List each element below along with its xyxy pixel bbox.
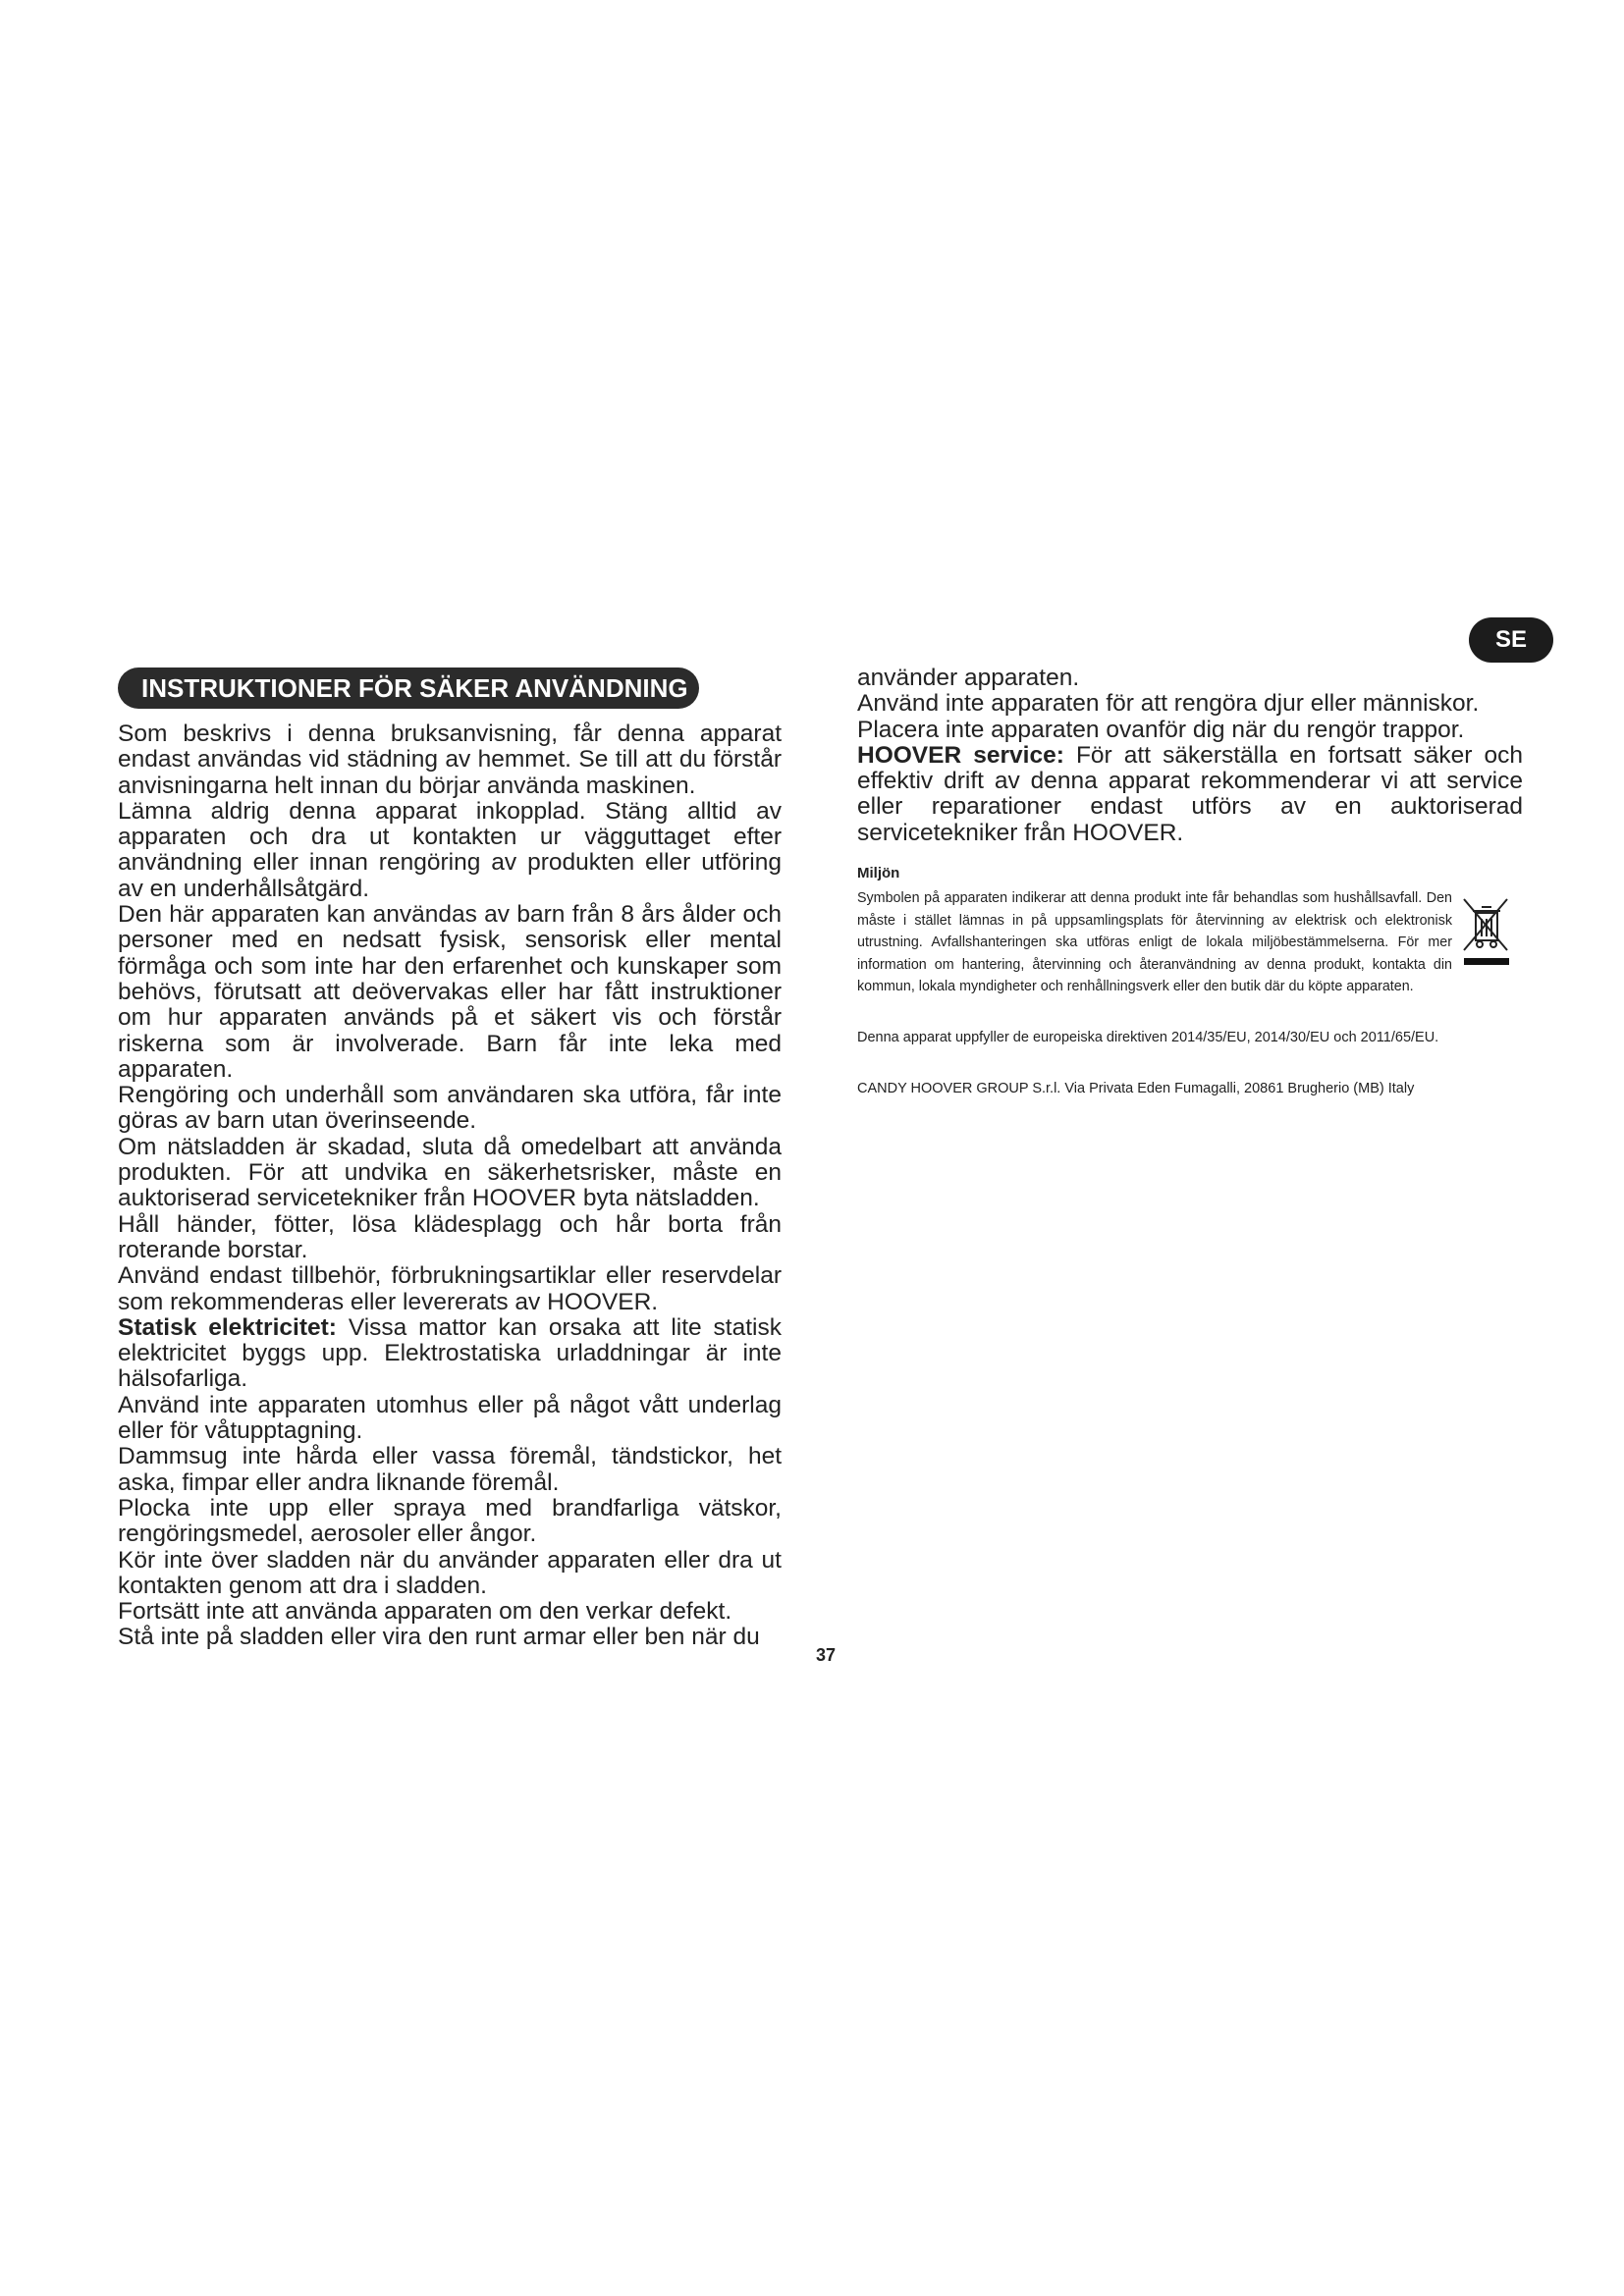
- paragraph-defect: Fortsätt inte att använda apparaten om den verkar defekt.: [118, 1598, 732, 1626]
- section-title: INSTRUKTIONER FÖR SÄKER ANVÄNDNING: [118, 667, 699, 709]
- paragraph-animals: Använd inte apparaten för att rengöra djur eller människor.: [857, 690, 1480, 718]
- paragraph-flammable: Plocka inte upp eller spraya med brandfarliga vätskor, rengöringsmedel, aerosoler eller ångor.: [118, 1494, 782, 1548]
- paragraph-damaged-cord: Om nätsladden är skadad, sluta då omedelbart att använda produkten. För att undvika en säkerhetsrisker, måste en auktoriserad servicetekniker från HOOVER byta nätsladden.: [118, 1133, 782, 1212]
- paragraph-intended-use: Som beskrivs i denna bruksanvisning, får denna apparat endast användas vid städning av hemmet. Se till att du förstår anvisningarna helt innan du börjar använda maskinen.: [118, 721, 782, 799]
- paragraph-stand-on-cord: Stå inte på sladden eller vira den runt armar eller ben när du: [118, 1624, 760, 1651]
- paragraph-brushes: Håll händer, fötter, lösa klädesplagg och hår borta från roterande borstar.: [118, 1210, 782, 1263]
- service-text: För att säkerställa en fortsatt säker och effektiv drift av denna apparat rekommenderar vi att service eller reparationer endast utförs av en auktoriserad servicetekniker från HOOVER.: [857, 741, 1524, 846]
- paragraph-static-electricity: [118, 1315, 782, 1393]
- paragraph-children: Den här apparaten kan användas av barn från 8 års ålder och personer med en nedsatt fysisk, sensorisk eller mental förmåga och som inte har den erfarenhet och kunskaper som behövs, förutsatt att deövervakas eller har fått instruktioner om hur apparaten används på et säkert vis och förstår riskerna som är involverade. Barn får inte leka med apparaten.: [118, 901, 782, 1083]
- page-number: 37: [815, 1645, 837, 1665]
- left-column: [118, 721, 782, 1651]
- crossed-out-wheelie-bin-icon: [1460, 891, 1511, 980]
- environment-title: Miljön: [857, 865, 900, 882]
- paragraph-outdoor: Använd inte apparaten utomhus eller på något vått underlag eller för våtupptagning.: [118, 1391, 782, 1445]
- paragraph-hard-objects: Dammsug inte hårda eller vassa föremål, tändstickor, het aska, fimpar eller andra liknande föremål.: [118, 1443, 782, 1496]
- paragraph-unplug: Lämna aldrig denna apparat inkopplad. Stäng alltid av apparaten och dra ut kontakten ur vägguttaget efter användning eller innan rengöring av produkten eller utföring av en underhållsåtgärd.: [118, 797, 782, 902]
- right-column: [857, 666, 1523, 1098]
- environment-block: [857, 887, 1523, 998]
- paragraph-cleaning-children: Rengöring och underhåll som användaren ska utföra, får inte göras av barn utan överinseende.: [118, 1082, 782, 1135]
- paragraph-hoover-service: [857, 743, 1523, 846]
- paragraph-accessories: Använd endast tillbehör, förbrukningsartiklar eller reservdelar som rekommenderas eller levererats av HOOVER.: [118, 1262, 782, 1315]
- paragraph-cord-run-over: Kör inte över sladden när du använder apparaten eller dra ut kontakten genom att dra i sladden.: [118, 1546, 782, 1599]
- service-lead: HOOVER service:: [857, 741, 1064, 769]
- directive-text: Denna apparat uppfyller de europeiska direktiven 2014/35/EU, 2014/30/EU och 2011/65/EU.: [857, 1029, 1439, 1045]
- environment-text: Symbolen på apparaten indikerar att denna produkt inte får behandlas som hushållsavfall. Den måste i stället lämnas in på uppsamlingsplats för återvinning av elektrisk och elektronisk utrustning. Avfallshanteringen ska utföras enligt de lokala miljöbestämmelserna. För mer information om hantering, återvinning och återanvändning av denna produkt, kontakta din kommun, lokala myndigheter och renhållningsverk eller den butik där du köpte apparaten.: [857, 890, 1452, 995]
- language-badge: SE: [1469, 617, 1553, 663]
- company-address: CANDY HOOVER GROUP S.r.l. Via Privata Eden Fumagalli, 20861 Brugherio (MB) Italy: [857, 1080, 1415, 1096]
- static-lead: Statisk elektricitet:: [118, 1313, 337, 1341]
- paragraph-stairs: Placera inte apparaten ovanför dig när du rengör trappor.: [857, 716, 1465, 743]
- paragraph-cord-continued: använder apparaten.: [857, 665, 1080, 691]
- static-text: Vissa mattor kan orsaka att lite statisk elektricitet byggs upp. Elektrostatiska urladdningar är inte hälsofarliga.: [118, 1313, 782, 1393]
